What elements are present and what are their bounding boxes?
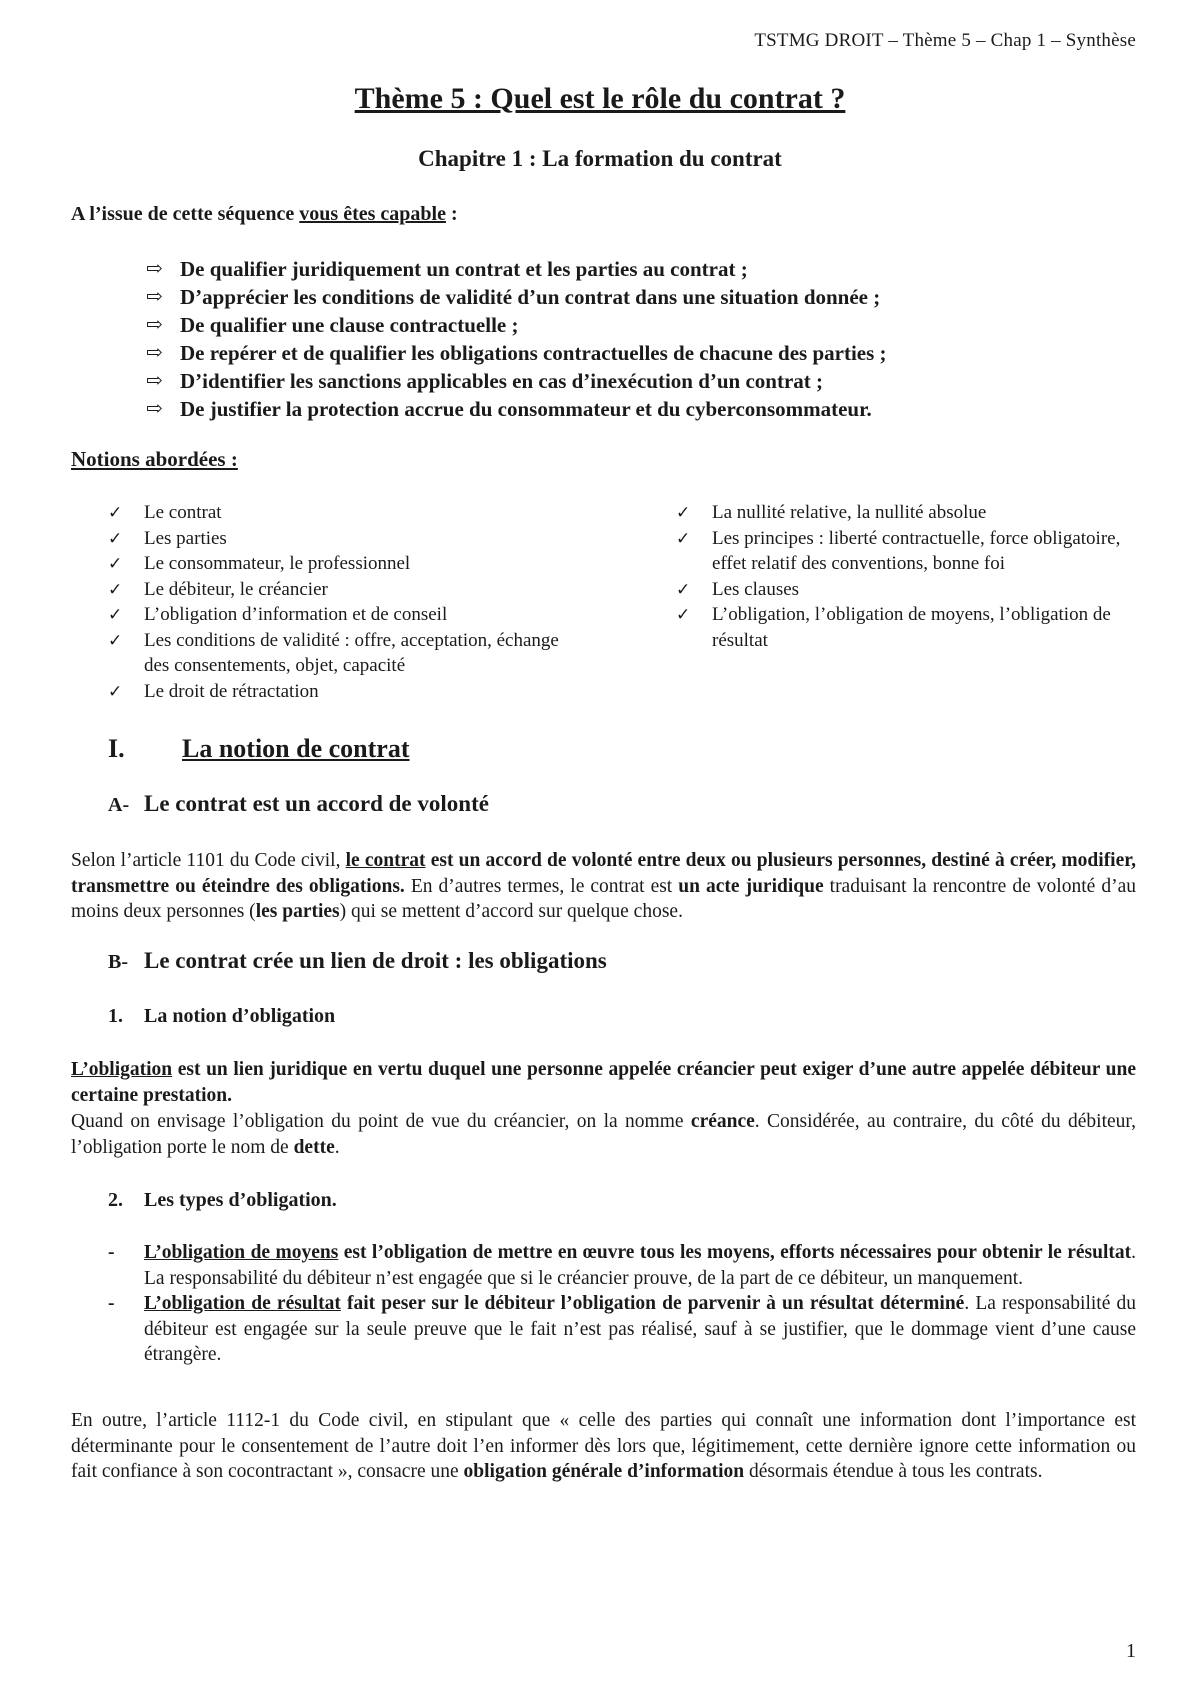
notion-item xyxy=(108,602,578,628)
check-icon: ✓ xyxy=(108,528,123,548)
text-run: . xyxy=(334,1136,340,1158)
notion-item xyxy=(108,577,578,603)
bold-run: un acte juridique xyxy=(678,875,824,897)
subsection-prefix: A- xyxy=(108,794,130,816)
notion-item xyxy=(108,500,578,526)
subsection-label: Le contrat est un accord de volonté xyxy=(144,791,489,816)
check-icon: ✓ xyxy=(108,554,123,573)
notion-item xyxy=(108,679,578,705)
arrow-icon: ⇨ xyxy=(146,286,163,308)
bold-run: dette xyxy=(293,1136,335,1158)
heading-label: La notion d’obligation xyxy=(144,1005,336,1027)
objective-text: De repérer et de qualifier les obligations contractuelles de chacune des parties ; xyxy=(180,341,887,365)
check-icon: ✓ xyxy=(108,579,123,599)
objective-text: D’identifier les sanctions applicables en cas d’inexécution d’un contrat ; xyxy=(180,369,824,393)
numbered-heading-2 xyxy=(108,1189,337,1212)
list-item xyxy=(108,1240,1136,1291)
check-icon: ✓ xyxy=(108,630,123,650)
notion-text: Les parties xyxy=(144,527,227,549)
arrow-icon: ⇨ xyxy=(146,398,163,420)
notion-text: Les clauses xyxy=(712,578,800,600)
notion-text: Le consommateur, le professionnel xyxy=(144,553,411,574)
notion-text: L’obligation, l’obligation de moyens, l’obligation de résultat xyxy=(712,604,1111,651)
bullet-dash: - xyxy=(108,1293,115,1314)
check-icon: ✓ xyxy=(108,503,123,522)
section-number: I. xyxy=(108,734,125,763)
numbered-heading-1 xyxy=(108,1005,335,1028)
notion-text: Les principes : liberté contractuelle, force obligatoire, effet relatif des conventions, bonne foi xyxy=(712,527,1121,574)
subsection-heading-A xyxy=(108,791,489,817)
objective-item xyxy=(146,367,1106,395)
text-run: Selon l’article 1101 du Code civil, xyxy=(71,850,346,871)
bold-run: est un accord de volonté entre deux ou plusieurs personnes, destiné à créer, modifier, transmettre ou éteindre des obligations. xyxy=(71,850,1136,897)
notion-text: La nullité relative, la nullité absolue xyxy=(712,502,987,523)
heading-number: 2. xyxy=(108,1189,123,1211)
text-run: désormais étendue à tous les contrats. xyxy=(744,1461,1043,1482)
arrow-icon: ⇨ xyxy=(146,342,163,364)
notion-item xyxy=(108,628,578,679)
notion-text: Le débiteur, le créancier xyxy=(144,578,328,600)
check-icon: ✓ xyxy=(676,605,691,624)
subsection-heading-B xyxy=(108,948,607,974)
notion-text: Le contrat xyxy=(144,502,222,523)
paragraph-creance-dette xyxy=(71,1109,1136,1160)
bullet-dash: - xyxy=(108,1242,115,1263)
notion-text: Le droit de rétractation xyxy=(144,680,319,702)
notion-item xyxy=(108,526,578,552)
objective-text: D’apprécier les conditions de validité d’un contrat dans une situation donnée ; xyxy=(180,285,881,309)
objective-item xyxy=(146,395,1106,423)
text-run: . La responsabilité du débiteur est engagée sur la seule preuve que le fait n’est pas réalisé, sauf à se justifier, que le dommage vient d’une cause étrangère. xyxy=(144,1293,1136,1365)
paragraph-contract-definition xyxy=(71,848,1136,925)
notions-list-right xyxy=(676,500,1136,653)
subsection-label: Le contrat crée un lien de droit : les obligations xyxy=(144,948,607,973)
objective-item xyxy=(146,283,1106,311)
objective-text: De qualifier une clause contractuelle ; xyxy=(180,313,519,337)
bold-run: fait peser sur le débiteur l’obligation de parvenir à un résultat déterminé xyxy=(340,1293,965,1314)
subsection-prefix: B- xyxy=(108,951,128,973)
objectives-list xyxy=(146,255,1106,423)
obligation-types-list xyxy=(108,1240,1136,1368)
text-run: . La responsabilité du débiteur n’est engagée que si le créancier prouve, de la part de ce débiteur, un manquement. xyxy=(144,1242,1136,1289)
arrow-icon: ⇨ xyxy=(146,370,163,392)
page-number: 1 xyxy=(1126,1640,1136,1662)
objective-text: De justifier la protection accrue du consommateur et du cyberconsommateur. xyxy=(180,397,872,421)
check-icon: ✓ xyxy=(676,503,691,522)
intro-prefix: A l’issue de cette séquence xyxy=(71,203,300,225)
intro-suffix: : xyxy=(445,203,458,225)
bold-run: créance xyxy=(690,1111,755,1132)
section-label: La notion de contrat xyxy=(182,734,410,763)
intro-underlined: vous êtes capable xyxy=(299,203,446,225)
notions-list-left xyxy=(108,500,578,704)
check-icon: ✓ xyxy=(676,579,691,599)
notions-heading: Notions abordées : xyxy=(71,447,238,471)
text-run: En d’autres termes, le contrat est xyxy=(404,875,679,897)
intro-line xyxy=(71,203,458,226)
notion-item xyxy=(676,577,1136,603)
bold-run: est un lien juridique en vertu duquel une personne appelée créancier peut exiger d’une autre appelée débiteur une certaine prestation. xyxy=(71,1059,1136,1106)
key-term: L’obligation de moyens xyxy=(144,1242,339,1263)
objective-item xyxy=(146,339,1106,367)
text-run: . Considérée, au contraire, du côté du débiteur, l’obligation porte le nom de xyxy=(71,1111,1136,1158)
paragraph-information-obligation xyxy=(71,1408,1136,1485)
notion-text: L’obligation d’information et de conseil xyxy=(144,604,448,625)
notion-item xyxy=(676,500,1136,526)
bold-run: obligation générale d’information xyxy=(463,1461,745,1482)
key-term: le contrat xyxy=(345,850,426,871)
paragraph-obligation-definition xyxy=(71,1057,1136,1108)
arrow-icon: ⇨ xyxy=(146,314,163,336)
notion-item xyxy=(108,551,578,577)
key-term: L’obligation xyxy=(71,1059,173,1080)
heading-number: 1. xyxy=(108,1005,123,1027)
arrow-icon: ⇨ xyxy=(146,258,163,280)
key-term: L’obligation de résultat xyxy=(144,1293,341,1314)
section-heading-I xyxy=(108,734,410,764)
check-icon: ✓ xyxy=(108,681,123,701)
heading-label: Les types d’obligation. xyxy=(144,1189,337,1211)
objective-item xyxy=(146,311,1106,339)
running-header: TSTMG DROIT – Thème 5 – Chap 1 – Synthèse xyxy=(754,30,1136,51)
text-run: ) qui se mettent d’accord sur quelque chose. xyxy=(339,901,683,922)
objective-text: De qualifier juridiquement un contrat et les parties au contrat ; xyxy=(180,257,748,281)
text-run: En outre, l’article 1112-1 du Code civil, en stipulant que « celle des parties qui connaît une information dont l’importance est déterminante pour le consentement de l’autre doit l’en informer dès lors que, légitimement, cette dernière ignore cette information ou fait confiance à son cocontractant », consacre une xyxy=(71,1410,1136,1482)
notion-text: Les conditions de validité : offre, acceptation, échange des consentements, objet, capacité xyxy=(144,629,559,676)
text-run: traduisant la rencontre de volonté d’au moins deux personnes ( xyxy=(71,875,1136,922)
text-run: Quand on envisage l’obligation du point de vue du créancier, on la nomme xyxy=(71,1111,691,1132)
page-title: Thème 5 : Quel est le rôle du contrat ? xyxy=(354,82,846,115)
bold-run: les parties xyxy=(255,901,340,922)
objective-item xyxy=(146,255,1106,283)
chapter-title: Chapitre 1 : La formation du contrat xyxy=(418,146,782,171)
notion-item xyxy=(676,602,1136,653)
list-item xyxy=(108,1291,1136,1368)
notion-item xyxy=(676,526,1136,577)
bold-run: est l’obligation de mettre en œuvre tous les moyens, efforts nécessaires pour obtenir le résultat xyxy=(338,1242,1132,1263)
check-icon: ✓ xyxy=(108,605,123,624)
check-icon: ✓ xyxy=(676,528,691,548)
